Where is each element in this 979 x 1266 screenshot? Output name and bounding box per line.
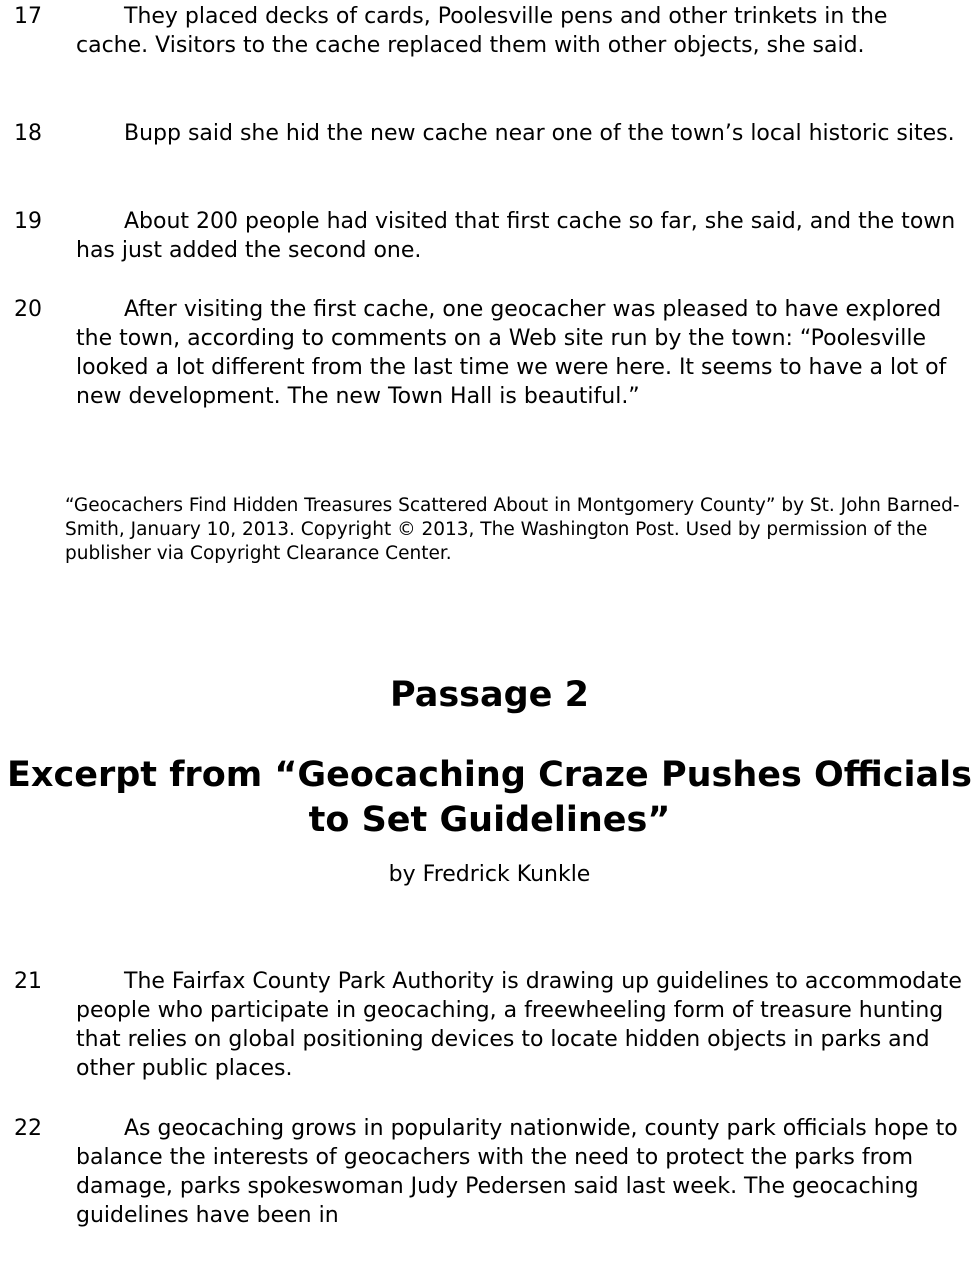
paragraph-number: 21 <box>14 969 42 994</box>
paragraph-text: The Fairfax County Park Authority is drawing up guidelines to accommodate people who participate in geocaching, a freewheeling form of treasure hunting that relies on global positioning devices to locate hidden objects in parks and other public places. <box>76 969 962 1081</box>
paragraph-number: 20 <box>14 297 42 322</box>
passage-title: Excerpt from “Geocaching Craze Pushes Officials to Set Guidelines” <box>7 755 972 840</box>
source-citation: “Geocachers Find Hidden Treasures Scattered About in Montgomery County” by St. John Barned-Smith, January 10, 2013. Copyright © 2013, The Washington Post. Used by permission of the publisher via Copyright Clearance Center. <box>65 495 960 564</box>
paragraph-text: Bupp said she hid the new cache near one of the town’s local historic sites. <box>124 121 955 146</box>
paragraph-text: After visiting the first cache, one geocacher was pleased to have explored the town, according to comments on a Web site run by the town: “Poolesville looked a lot different from the last time we were here. It seems to have a lot of new development. The new Town Hall is beautiful.” <box>76 297 947 409</box>
paragraph-number: 19 <box>14 209 42 234</box>
passage-label: Passage 2 <box>390 675 589 715</box>
paragraph-number: 17 <box>14 4 42 29</box>
paragraph-text: About 200 people had visited that first cache so far, she said, and the town has just added the second one. <box>76 209 956 263</box>
paragraph-text: As geocaching grows in popularity nationwide, county park officials hope to balance the interests of geocachers with the need to protect the parks from damage, parks spokeswoman Judy Pedersen said last week. The geocaching guidelines have been in <box>76 1116 958 1228</box>
paragraph-number: 22 <box>14 1116 42 1141</box>
paragraph-number: 18 <box>14 121 42 146</box>
paragraph-text: They placed decks of cards, Poolesville pens and other trinkets in the cache. Visitors to the cache replaced them with other objects, she said. <box>76 4 888 58</box>
byline: by Fredrick Kunkle <box>388 862 591 887</box>
